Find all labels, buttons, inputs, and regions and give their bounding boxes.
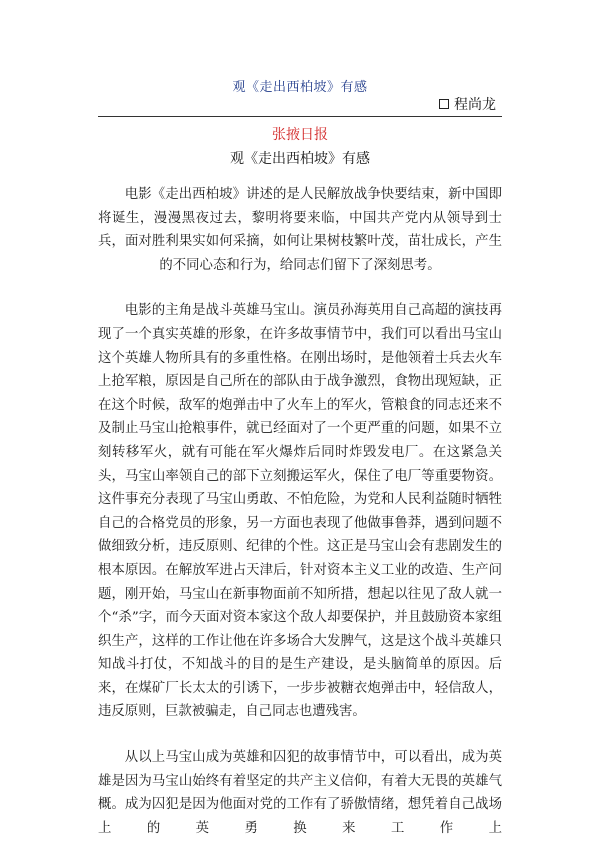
author-name: 程尚龙 bbox=[454, 97, 496, 113]
article-subtitle: 观《走出西柏坡》有感 bbox=[230, 151, 370, 167]
author-line bbox=[439, 94, 496, 114]
article-body bbox=[98, 183, 502, 862]
header-divider bbox=[98, 116, 502, 117]
publication-name: 张掖日报 bbox=[272, 127, 328, 143]
checkbox-icon bbox=[439, 99, 449, 109]
paragraph-3: 从以上马宝山成为英雄和囚犯的故事情节中，可以看出，成为英雄是因为马宝山始终有着坚定的共产主义信仰，有着大无畏的英雄气概。成为囚犯是因为他面对党的工作有了骄傲情绪，想凭着自己战场上的英勇换来工作上 bbox=[98, 750, 502, 836]
paragraph-1: 电影《走出西柏坡》讲述的是人民解放战争快要结束，新中国即将诞生，漫漫黑夜过去，黎明将要来临，中国共产党内从领导到士兵，面对胜利果实如何采摘，如何让果树枝繁叶茂，苗壮成长，产生的不同心态和行为，给同志们留下了深刻思考。 bbox=[98, 187, 502, 273]
paragraph-2: 电影的主角是战斗英雄马宝山。演员孙海英用自己高超的演技再现了一个真实英雄的形象，在许多故事情节中，我们可以看出马宝山这个英雄人物所具有的多重性格。在刚出场时，是他领着士兵去火车上抢军粮，原因是自己所在的部队由于战争激烈，食物出现短缺，正在这个时候，敌军的炮弹击中了火车上的军火，管粮食的同志还来不及制止马宝山抢粮事件，就已经面对了一个更严重的问题，如果不立刻转移军火，就有可能在军火爆炸后同时炸毁发电厂。在这紧急关头，马宝山率领自己的部下立刻搬运军火，保住了电厂等重要物资。这件事充分表现了马宝山勇敢、不怕危险，为党和人民利益随时牺牲自己的合格党员的形象，另一方面也表现了他做事鲁莽，遇到问题不做细致分析，违反原则、纪律的个性。这正是马宝山会有悲剧发生的根本原因。在解放军进占天津后，针对资本主义工业的改造、生产问题，刚开始，马宝山在新事物面前不知所措，想起以往见了敌人就一个“杀”字，而今天面对资本家这个敌人却要保护，并且鼓励资本家组织生产，这样的工作让他在许多场合大发脾气，这是这个战斗英雄只知战斗打仗，不知战斗的目的是生产建设，是头脑简单的原因。后来，在煤矿厂长太太的引诱下，一步步被糖衣炮弹击中，轻信敌人，违反原则，巨款被骗走，自己同志也遭残害。 bbox=[98, 303, 502, 720]
header-title: 观《走出西柏坡》有感 bbox=[232, 80, 368, 95]
